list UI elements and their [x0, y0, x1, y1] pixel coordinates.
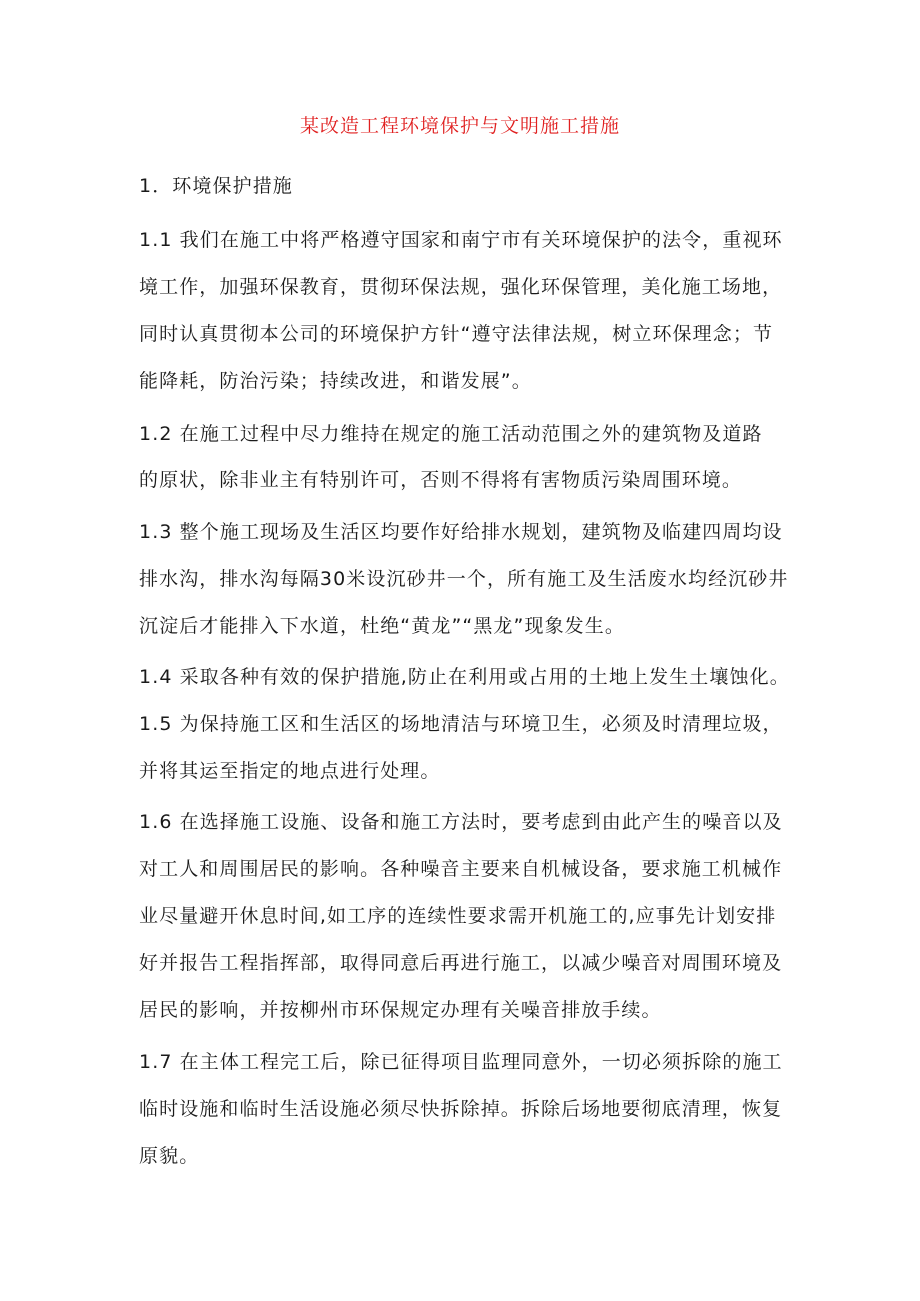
- paragraph-line: 1.1 我们在施工中将严格遵守国家和南宁市有关环境保护的法令，重视环: [139, 229, 783, 251]
- paragraph-line: 对工人和周围居民的影响。各种噪音主要来自机械设备，要求施工机械作: [139, 858, 783, 880]
- paragraph-line: 1.3 整个施工现场及生活区均要作好给排水规划，建筑物及临建四周均设: [139, 521, 783, 543]
- paragraph-line: 1.4 采取各种有效的保护措施,防止在利用或占用的土地上发生土壤蚀化。: [139, 666, 790, 688]
- paragraph-line: 好并报告工程指挥部，取得同意后再进行施工，以减少噪音对周围环境及: [139, 952, 783, 974]
- document-title: 某改造工程环境保护与文明施工措施: [299, 115, 620, 137]
- paragraph-line: 沉淀后才能排入下水道，杜绝“黄龙”“黑龙”现象发生。: [139, 615, 625, 637]
- paragraph-line: 业尽量避开休息时间,如工序的连续性要求需开机施工的,应事先计划安排: [139, 905, 777, 927]
- paragraph-line: 1.6 在选择施工设施、设备和施工方法时，要考虑到由此产生的噪音以及: [139, 811, 783, 833]
- paragraph-line: 并将其运至指定的地点进行处理。: [139, 760, 441, 782]
- paragraph-line: 临时设施和临时生活设施必须尽快拆除掉。拆除后场地要彻底清理，恢复: [139, 1098, 783, 1120]
- paragraph-line: 排水沟，排水沟每隔30米设沉砂井一个，所有施工及生活废水均经沉砂井: [139, 568, 789, 590]
- paragraph-line: 境工作，加强环保教育，贯彻环保法规，强化环保管理，美化施工场地，: [139, 276, 783, 298]
- paragraph-line: 1.5 为保持施工区和生活区的场地清洁与环境卫生，必须及时清理垃圾，: [139, 713, 783, 735]
- paragraph-line: 原貌。: [139, 1145, 200, 1167]
- paragraph-line: 的原状，除非业主有特别许可，否则不得将有害物质污染周围环境。: [139, 469, 743, 491]
- paragraph-line: 居民的影响，并按柳州市环保规定办理有关噪音排放手续。: [139, 999, 662, 1021]
- paragraph-line: 能降耗，防治污染；持续改进，和谐发展”。: [139, 370, 532, 392]
- paragraph-line: 同时认真贯彻本公司的环境保护方针“遵守法律法规，树立环保理念；节: [139, 323, 774, 345]
- paragraph-line: 1.7 在主体工程完工后，除已征得项目监理同意外，一切必须拆除的施工: [139, 1051, 783, 1073]
- section-heading-environment: 1．环境保护措施: [139, 175, 293, 197]
- paragraph-line: 1.2 在施工过程中尽力维持在规定的施工活动范围之外的建筑物及道路: [139, 423, 763, 445]
